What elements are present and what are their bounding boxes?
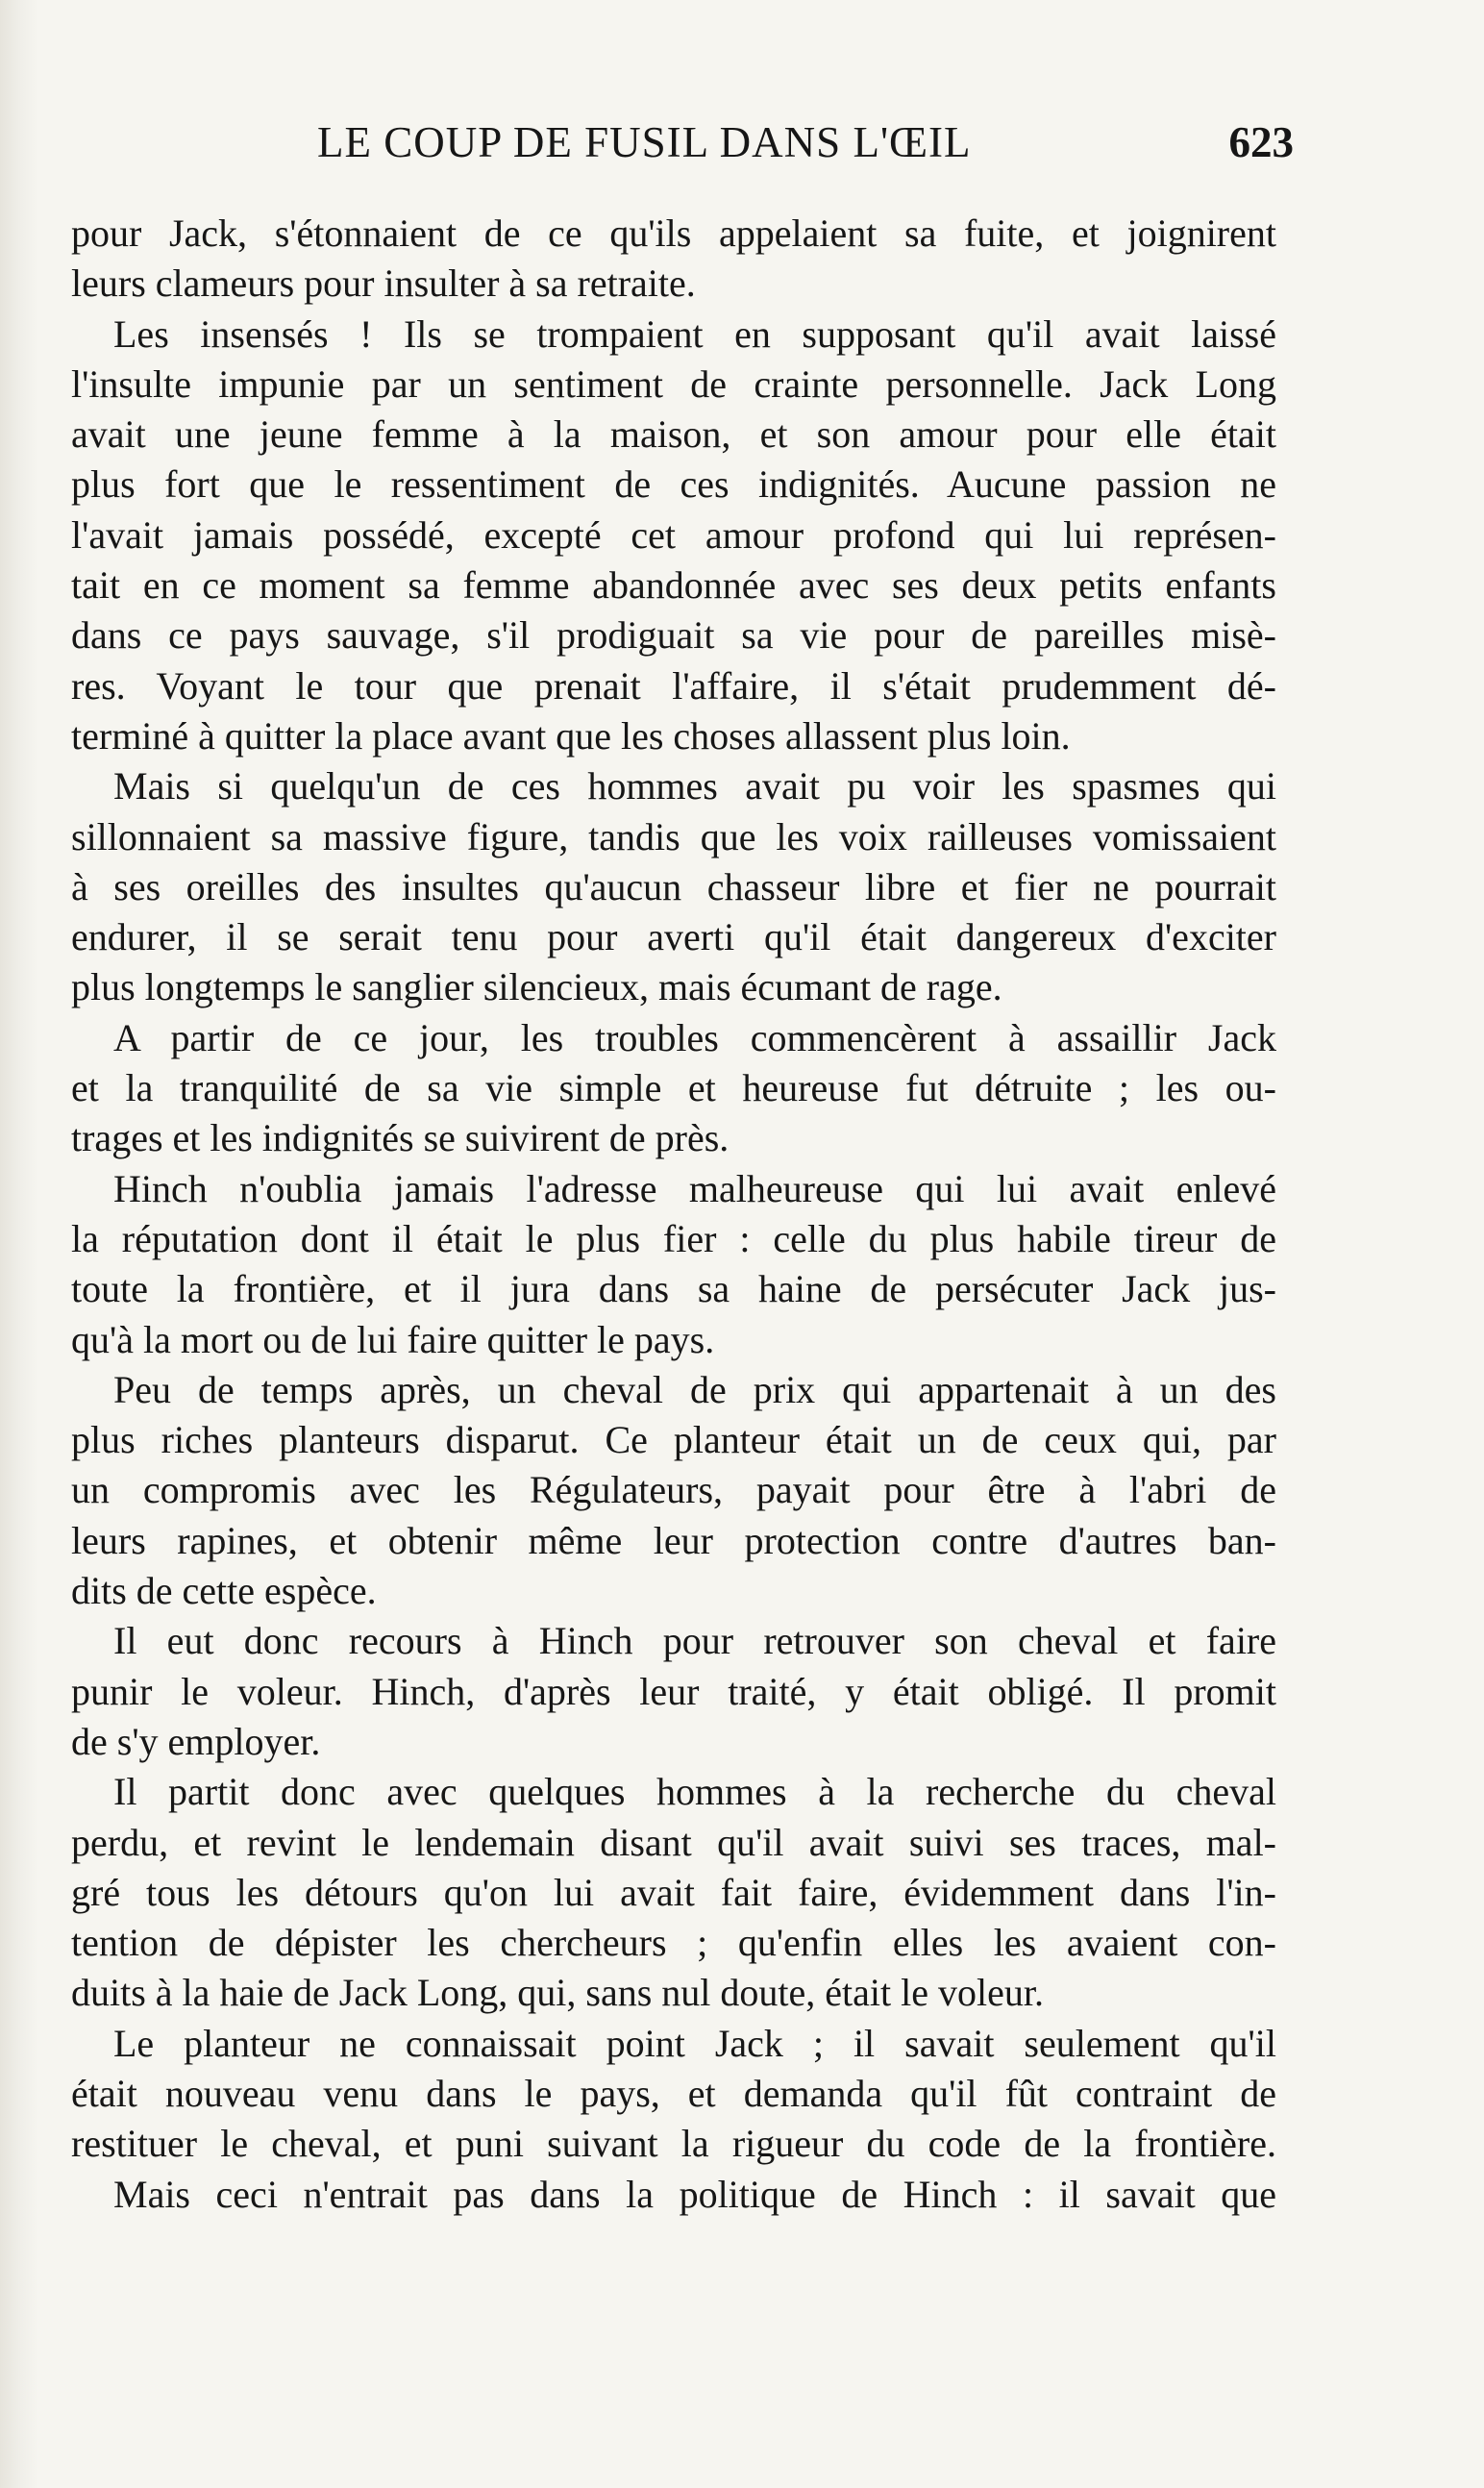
text-line: dans ce pays sauvage, s'il prodiguait sa vie pour de pareilles misè- [71,613,1276,658]
body-text [71,209,1276,2220]
text-line: res. Voyant le tour que prenait l'affaire, il s'était prudemment dé- [71,663,1276,708]
text-line: terminé à quitter la place avant que les choses allassent plus loin. [71,713,1071,758]
text-line: Hinch n'oublia jamais l'adresse malheureuse qui lui avait enlevé [113,1166,1276,1210]
text-line: et la tranquilité de sa vie simple et heureuse fut détruite ; les ou- [71,1066,1276,1110]
text-line: la réputation dont il était le plus fier : celle du plus habile tireur de [71,1216,1276,1260]
text-line: tention de dépister les chercheurs ; qu'enfin elles les avaient con- [71,1921,1276,1965]
text-line: A partir de ce jour, les troubles commencèrent à assaillir Jack [113,1015,1276,1059]
text-line: de s'y employer. [71,1719,321,1763]
text-line: restituer le cheval, et puni suivant la rigueur du code de la frontière. [71,2122,1276,2166]
text-line: était nouveau venu dans le pays, et demanda qu'il fût contraint de [71,2071,1276,2115]
text-line: tait en ce moment sa femme abandonnée avec ses deux petits enfants [71,563,1276,608]
text-line: l'avait jamais possédé, excepté cet amour profond qui lui représen- [71,512,1276,557]
text-line: dits de cette espèce. [71,1569,377,1613]
text-line: plus fort que le ressentiment de ces indignités. Aucune passion ne [71,462,1276,507]
text-line: trages et les indignités se suivirent de près. [71,1116,730,1160]
text-line: plus riches planteurs disparut. Ce planteur était un de ceux qui, par [71,1418,1276,1462]
text-line: Le planteur ne connaissait point Jack ; il savait seulement qu'il [113,2021,1276,2065]
text-line: Les insensés ! Ils se trompaient en supposant qu'il avait laissé [113,311,1276,356]
text-line: Il eut donc recours à Hinch pour retrouver son cheval et faire [113,1619,1276,1663]
text-line: pour Jack, s'étonnaient de ce qu'ils appelaient sa fuite, et joignirent [71,211,1276,255]
text-line: plus longtemps le sanglier silencieux, mais écumant de rage. [71,965,1002,1009]
text-line: endurer, il se serait tenu pour averti qu'il était dangereux d'exciter [71,915,1276,959]
running-title: LE COUP DE FUSIL DANS L'ŒIL [317,118,972,166]
text-line: punir le voleur. Hinch, d'après leur traité, y était obligé. Il promit [71,1669,1276,1713]
text-line: sillonnaient sa massive figure, tandis que les voix railleuses vomissaient [71,814,1276,858]
text-line: qu'à la mort ou de lui faire quitter le pays. [71,1317,715,1361]
text-line: perdu, et revint le lendemain disant qu'il avait suivi ses traces, mal- [71,1820,1276,1864]
text-line: toute la frontière, et il jura dans sa haine de persécuter Jack jus- [71,1267,1276,1311]
text-line: duits à la haie de Jack Long, qui, sans nul doute, était le voleur. [71,1971,1044,2015]
page-header [71,117,1294,185]
text-line: un compromis avec les Régulateurs, payait pour être à l'abri de [71,1468,1276,1512]
text-line: leurs rapines, et obtenir même leur protection contre d'autres ban- [71,1518,1276,1562]
text-line: leurs clameurs pour insulter à sa retraite. [71,261,696,306]
text-line: à ses oreilles des insultes qu'aucun chasseur libre et fier ne pourrait [71,864,1276,908]
text-line: avait une jeune femme à la maison, et son amour pour elle était [71,412,1276,457]
text-line: Mais ceci n'entrait pas dans la politique de Hinch : il savait que [113,2172,1276,2216]
text-line: Il partit donc avec quelques hommes à la recherche du cheval [113,1770,1276,1814]
text-line: gré tous les détours qu'on lui avait fait faire, évidemment dans l'in- [71,1870,1276,1914]
text-line: Mais si quelqu'un de ces hommes avait pu voir les spasmes qui [113,764,1276,809]
page-left-edge [0,0,38,2488]
text-line: l'insulte impunie par un sentiment de crainte personnelle. Jack Long [71,361,1276,406]
text-line: Peu de temps après, un cheval de prix qui appartenait à un des [113,1367,1276,1411]
page-number: 623 [1228,118,1294,166]
